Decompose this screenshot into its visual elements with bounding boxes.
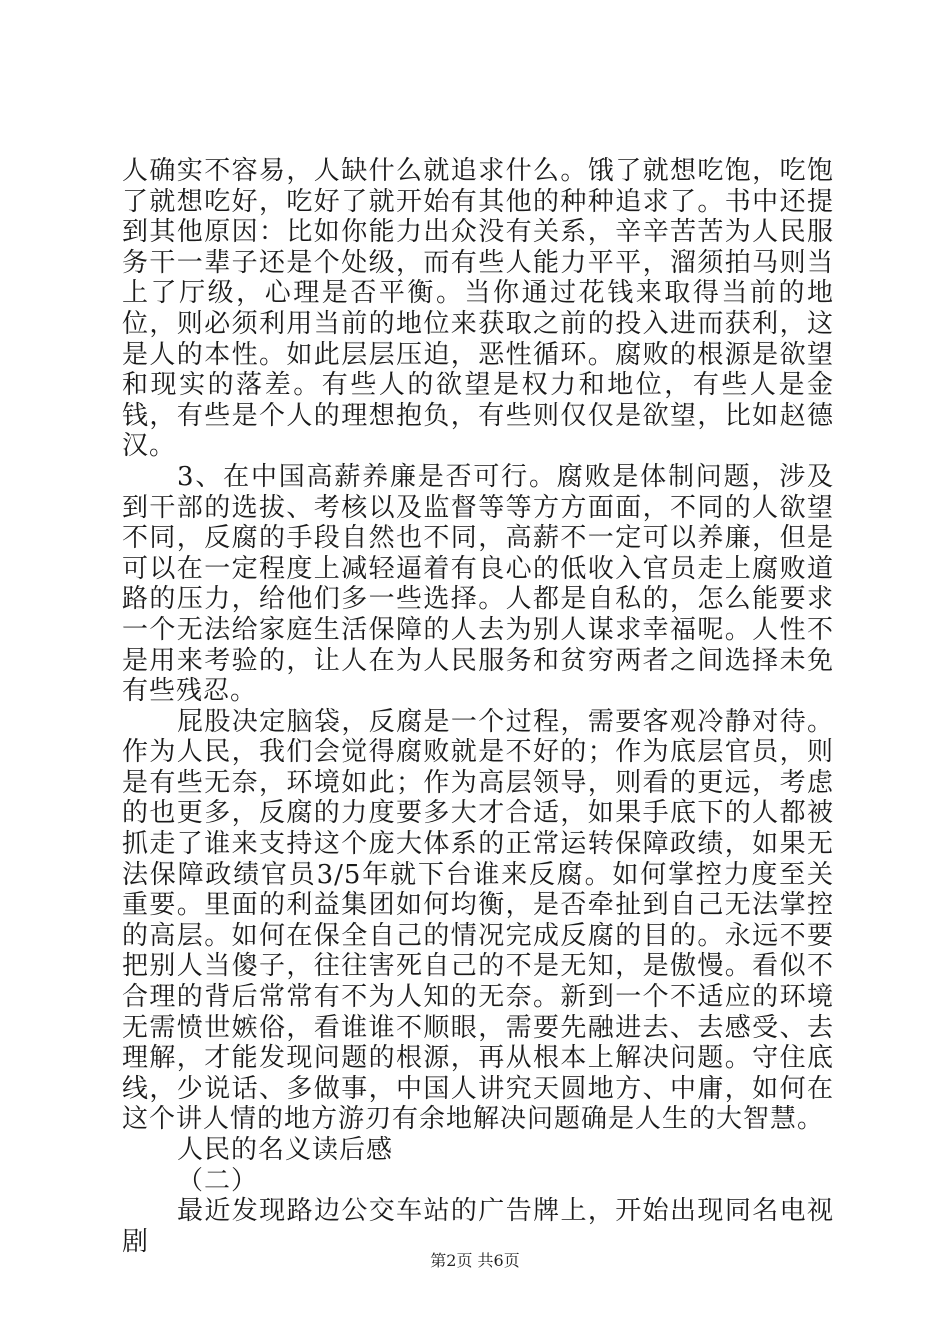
- paragraph-continuation: 人确实不容易，人缺什么就追求什么。饿了就想吃饱，吃饱了就想吃好，吃好了就开始有其他的种种追求了。书中还提到其他原因：比如你能力出众没有关系，辛辛苦苦为人民服务干一辈子还是个处级，而有些人能力平平，溜须拍马则当上了厅级，心理是否平衡。当你通过花钱来取得当前的地位，则必须利用当前的地位来获取之前的投入进而获利，这是人的本性。如此层层压迫，恶性循环。腐败的根源是欲望和现实的落差。有些人的欲望是权力和地位，有些人是金钱，有些是个人的理想抱负，有些则仅仅是欲望，比如赵德汉。: [122, 156, 834, 462]
- section-number: （二）: [177, 1165, 259, 1196]
- body-text: [122, 156, 834, 1257]
- paragraph-point-3: 3、在中国高薪养廉是否可行。腐败是体制问题，涉及到干部的选拔、考核以及监督等等方方面面，不同的人欲望不同，反腐的手段自然也不同，高薪不一定可以养廉，但是可以在一定程度上减轻逼着有良心的低收入官员走上腐败道路的压力，给他们多一些选择。人都是自私的，怎么能要求一个无法给家庭生活保障的人去为别人谋求幸福呢。人性不是用来考验的，让人在为人民服务和贫穷两者之间选择未免有些残忍。: [122, 461, 834, 707]
- paragraph-reflection: 屁股决定脑袋，反腐是一个过程，需要客观冷静对待。作为人民，我们会觉得腐败就是不好的；作为底层官员，则是有些无奈，环境如此；作为高层领导，则看的更远，考虑的也更多，反腐的力度要多大才合适，如果手底下的人都被抓走了谁来支持这个庞大体系的正常运转保障政绩，如果无法保障政绩官员3/5年就下台谁来反腐。如何掌控力度至关重要。里面的利益集团如何均衡，是否牵扯到自己无法掌控的高层。如何在保全自己的情况完成反腐的目的。永远不要把别人当傻子，往往害死自己的不是无知，是傲慢。看似不合理的背后常常有不为人知的无奈。新到一个不适应的环境无需愤世嫉俗，看谁谁不顺眼，需要先融进去、去感受、去理解，才能发现问题的根源，再从根本上解决问题。守住底线，少说话、多做事，中国人讲究天圆地方、中庸，如何在这个讲人情的地方游刃有余地解决问题确是人生的大智慧。: [122, 706, 834, 1135]
- page-footer: 第2页 共6页: [430, 1251, 520, 1270]
- section-heading: 人民的名义读后感: [177, 1135, 394, 1165]
- paragraph-new-section: 最近发现路边公交车站的广告牌上，开始出现同名电视剧: [122, 1196, 834, 1257]
